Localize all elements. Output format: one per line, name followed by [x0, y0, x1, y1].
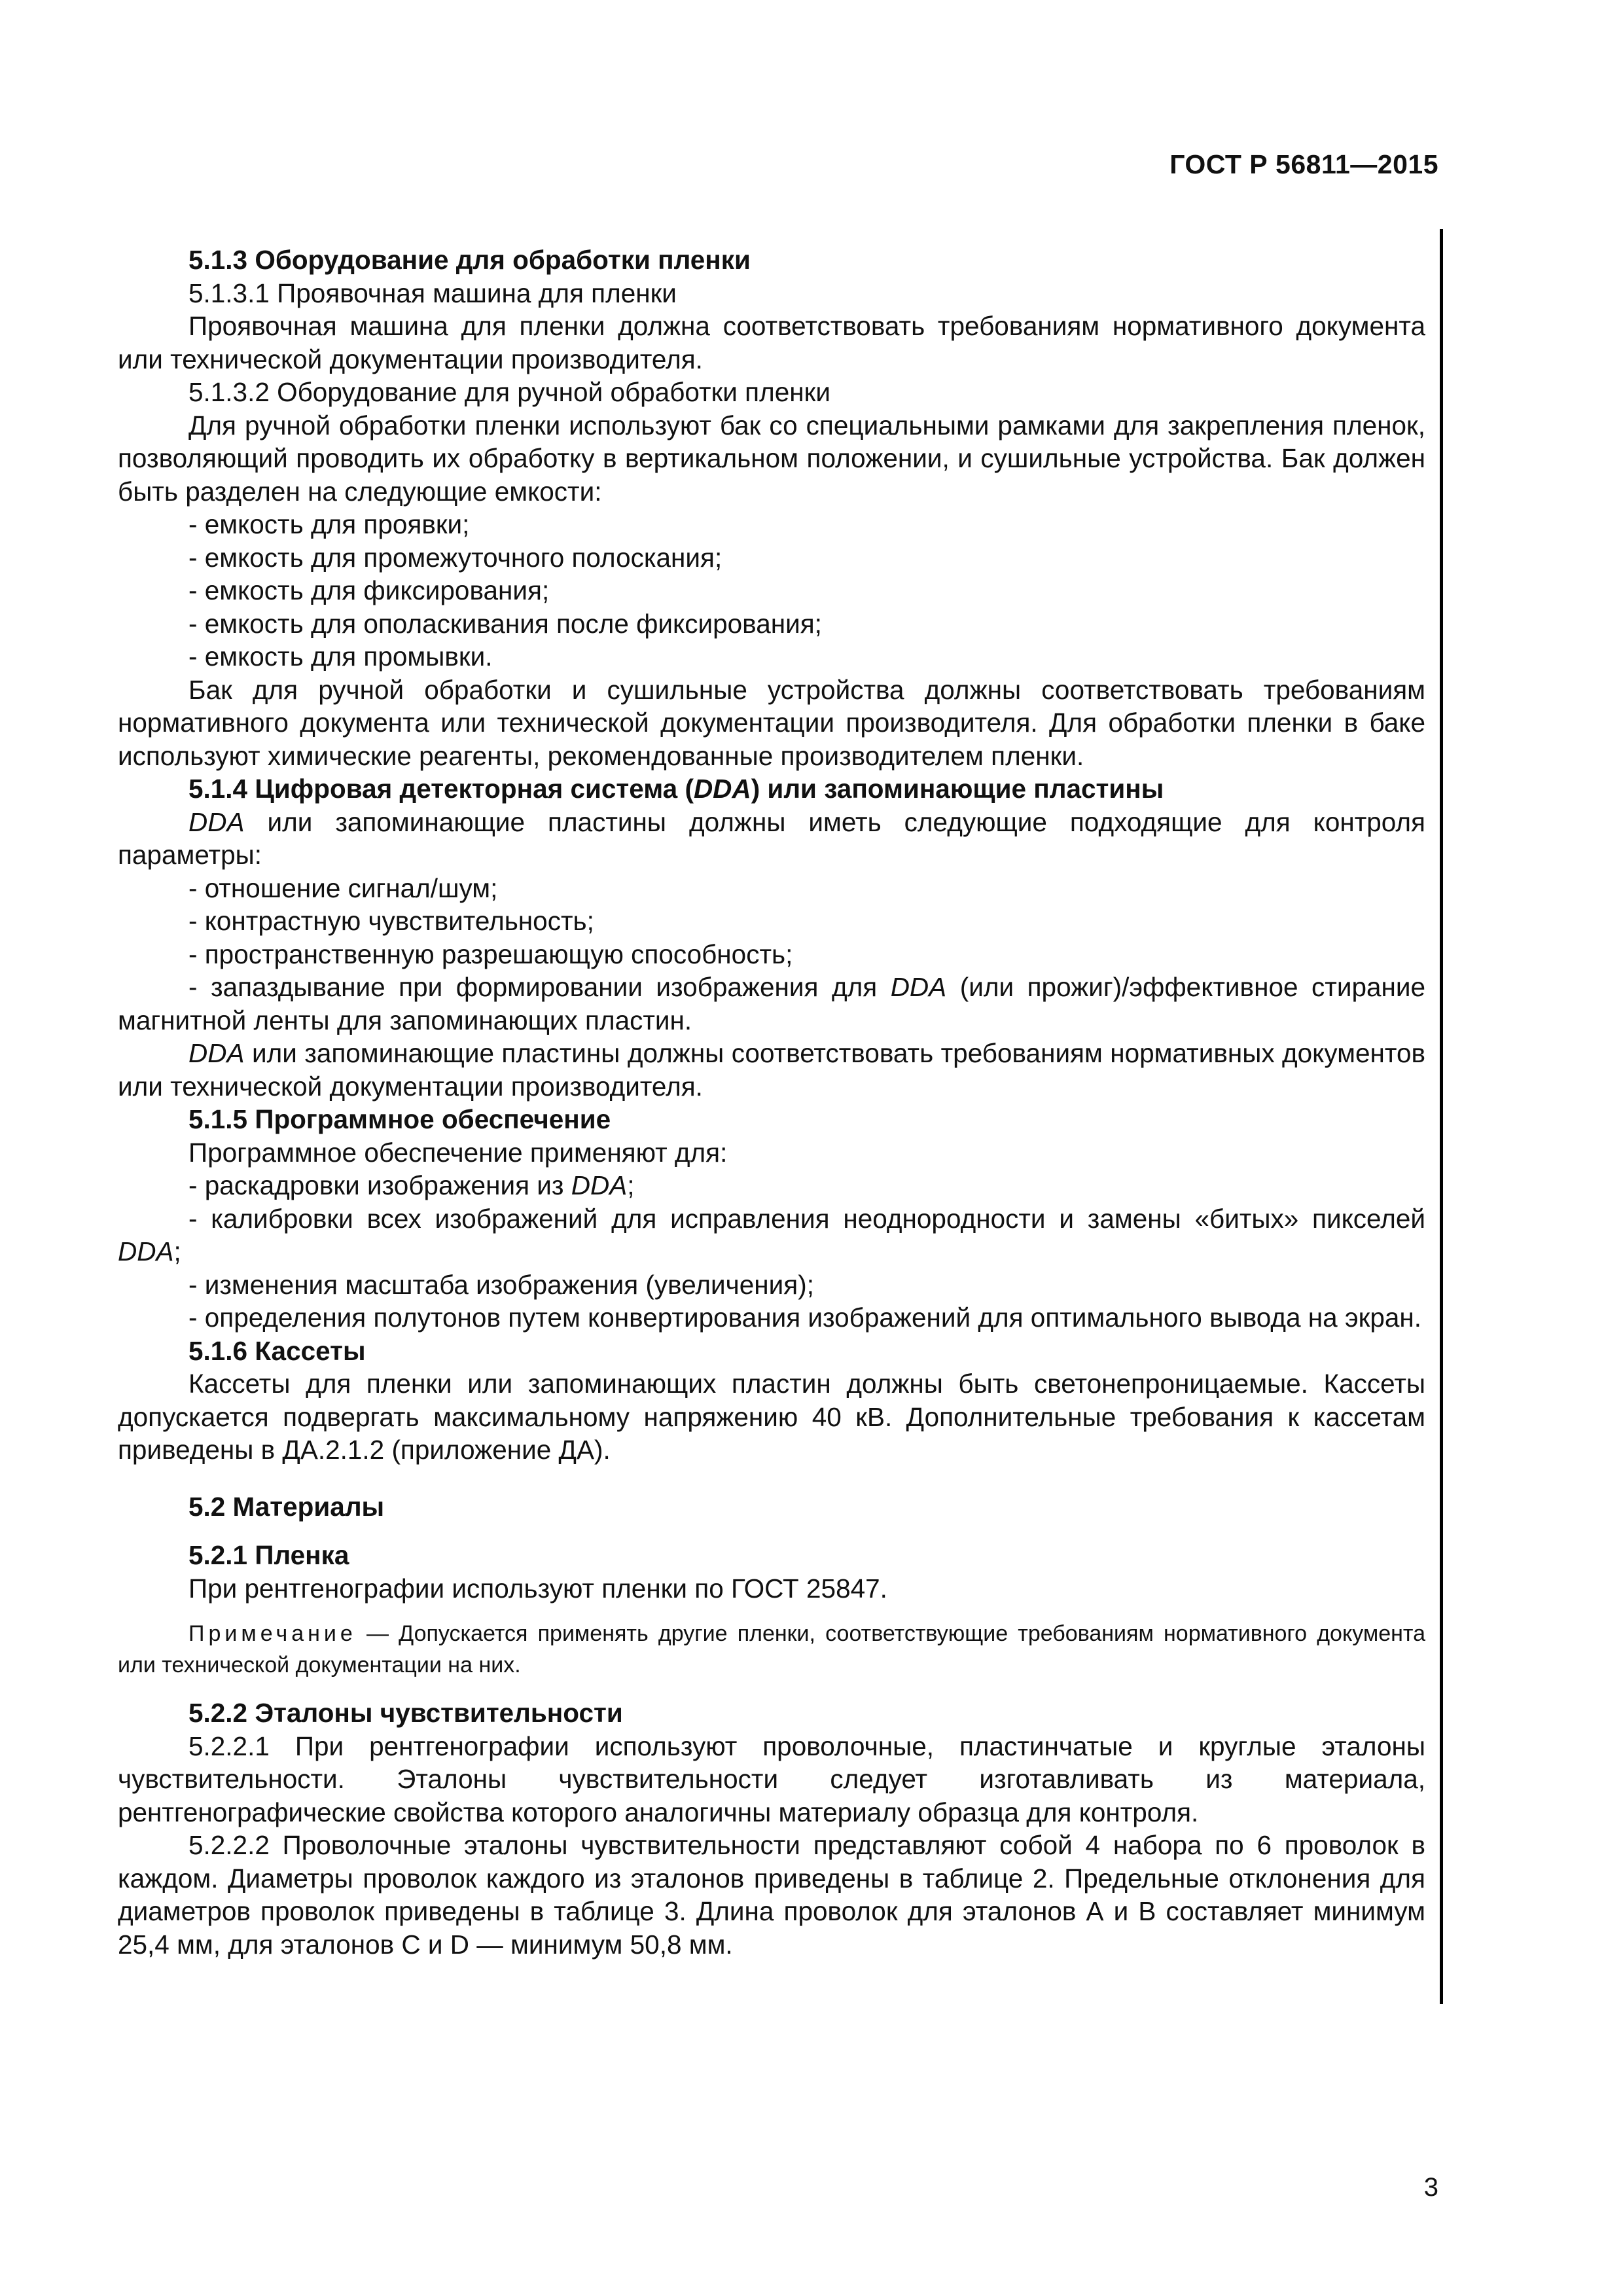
list-item: - емкость для промежуточного полоскания;	[188, 542, 722, 573]
paragraph: Программное обеспечение применяют для:	[188, 1137, 728, 1168]
section-heading-5-2-2: 5.2.2 Эталоны чувствительности	[188, 1698, 623, 1728]
paragraph: При рентгенографии используют пленки по ГОСТ 25847.	[188, 1573, 887, 1604]
list-item: - калибровки всех изображений для исправления неоднородности и замены «битых» пикселей DDA;	[118, 1203, 1425, 1266]
subsection-heading-5-1-3-1: 5.1.3.1 Проявочная машина для пленки	[188, 278, 677, 308]
document-code: ГОСТ Р 56811—2015	[1169, 149, 1438, 179]
list-item: - запаздывание при формировании изображения для DDA (или прожиг)/эффективное стирание магнитной ленты для запоминающих пластин.	[118, 972, 1426, 1035]
section-heading-5-1-3: 5.1.3 Оборудование для обработки пленки	[188, 245, 751, 275]
note-text: — Допускается применять другие пленки, соответствующие требованиям нормативного документа или технической документации на них.	[118, 1621, 1425, 1677]
list-item: - раскадровки изображения из DDA;	[188, 1170, 635, 1200]
dda-abbreviation: DDA	[890, 972, 947, 1002]
page-body	[118, 243, 1425, 1961]
section-heading-5-2-1: 5.2.1 Пленка	[188, 1540, 349, 1570]
section-heading-5-1-5: 5.1.5 Программное обеспечение	[188, 1104, 611, 1134]
list-item: - изменения масштаба изображения (увеличения);	[188, 1269, 814, 1300]
paragraph: Бак для ручной обработки и сушильные устройства должны соответствовать требованиям нормативного документа или технической документации производителя. Для обработки пленки в баке используют химические реагенты, рекомендованные производителем пленки.	[118, 674, 1425, 771]
dda-abbreviation: DDA	[118, 1236, 174, 1266]
dda-abbreviation: DDA	[693, 774, 751, 804]
list-item: - контрастную чувствительность;	[188, 906, 594, 936]
list-item: - емкость для ополаскивания после фиксирования;	[188, 608, 822, 639]
paragraph: Кассеты для пленки или запоминающих пластин должны быть светонепроницаемые. Кассеты допускается подвергать максимальному напряжению 40 кВ. Дополнительные требования к кассетам приведены в ДА.2.1.2 (приложение ДА).	[118, 1369, 1425, 1465]
list-item: - пространственную разрешающую способность;	[188, 939, 793, 969]
subsection-heading-5-1-3-2: 5.1.3.2 Оборудование для ручной обработки пленки	[188, 377, 830, 407]
note-label: Примечание	[188, 1621, 357, 1646]
paragraph: Для ручной обработки пленки используют бак со специальными рамками для закрепления пленок, позволяющий проводить их обработку в вертикальном положении, и сушильные устройства. Бак должен быть разделен на следующие емкости:	[118, 410, 1425, 507]
note	[118, 1618, 1425, 1681]
paragraph: 5.2.2.2 Проволочные эталоны чувствительности представляют собой 4 набора по 6 проволок в каждом. Диаметры проволок каждого из эталонов приведены в таблице 2. Предельные отклонения для диаметров проволок приведены в таблице 3. Длина проволок для эталонов А и В составляет минимум 25,4 мм, для эталонов С и D — минимум 50,8 мм.	[118, 1830, 1425, 1960]
list-item: - емкость для промывки.	[188, 641, 493, 672]
paragraph: DDA или запоминающие пластины должны иметь следующие подходящие для контроля параметры:	[118, 806, 1425, 870]
dda-abbreviation: DDA	[188, 806, 245, 837]
section-heading-5-2: 5.2 Материалы	[188, 1491, 385, 1522]
list-item: - определения полутонов путем конвертирования изображений для оптимального вывода на экран.	[188, 1302, 1422, 1333]
paragraph: Проявочная машина для пленки должна соответствовать требованиям нормативного документа или технической документации производителя.	[118, 311, 1425, 374]
revision-bar	[1440, 229, 1443, 2004]
section-heading-5-1-6: 5.1.6 Кассеты	[188, 1335, 366, 1366]
list-item: - емкость для проявки;	[188, 509, 470, 539]
section-heading-5-1-4: 5.1.4 Цифровая детекторная система (DDA) или запоминающие пластины	[188, 774, 1164, 804]
page-number: 3	[1423, 2173, 1438, 2202]
paragraph: DDA или запоминающие пластины должны соответствовать требованиям нормативных документов или технической документации производителя.	[118, 1038, 1425, 1102]
dda-abbreviation: DDA	[188, 1038, 245, 1068]
list-item: - емкость для фиксирования;	[188, 575, 550, 605]
list-item: - отношение сигнал/шум;	[188, 872, 498, 903]
paragraph: 5.2.2.1 При рентгенографии используют проволочные, пластинчатые и круглые эталоны чувствительности. Эталоны чувствительности следует изготавливать из материала, рентгенографические свойства которого аналогичны материалу образца для контроля.	[118, 1731, 1425, 1827]
dda-abbreviation: DDA	[571, 1170, 628, 1200]
